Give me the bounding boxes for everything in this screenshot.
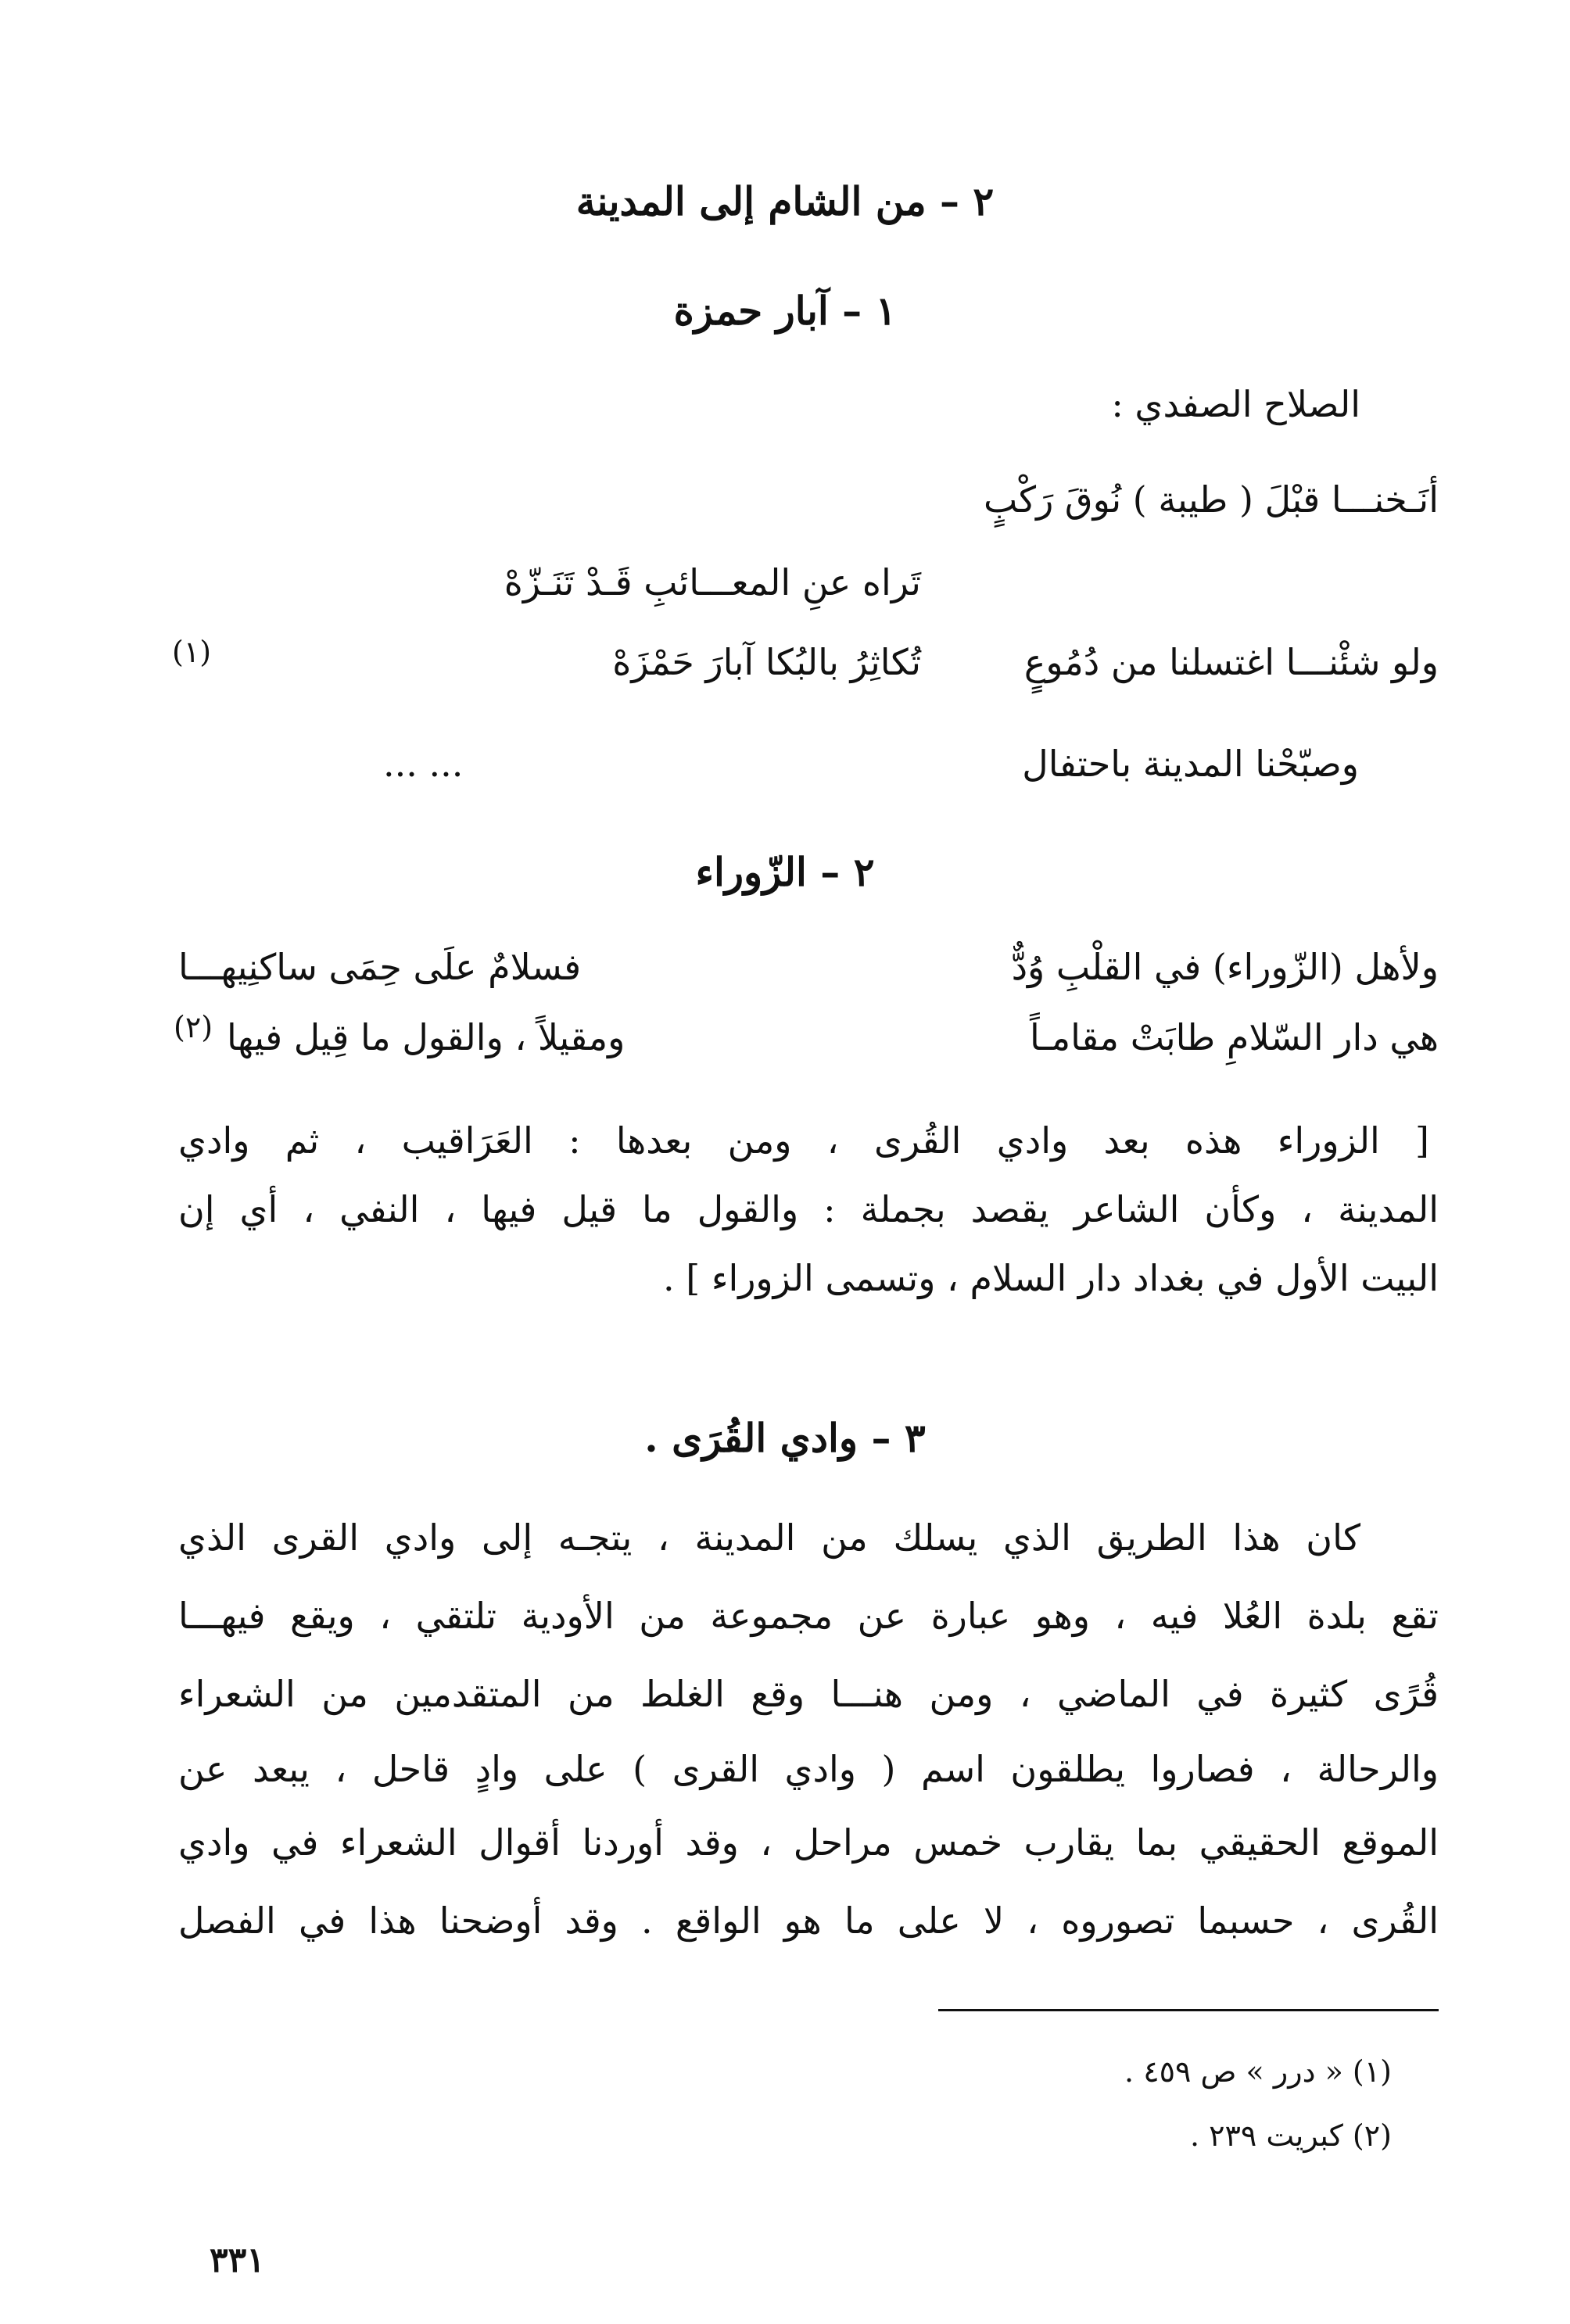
wadi-qura-paragraph-line: تقع بلدة العُلا فيه ، وهو عبارة عن مجموعة من الأودية تلتقي ، ويقع فيهـــا: [178, 1595, 1439, 1637]
poet-name: الصلاح الصفدي :: [1111, 383, 1360, 425]
wadi-qura-paragraph-line: كان هذا الطريق الذي يسلك من المدينة ، يتجـه إلى وادي القرى الذي: [178, 1517, 1360, 1559]
zawra-verse-1-hemistich-a: ولأهل (الزّوراء) في القلْبِ وُدٌّ: [1011, 946, 1439, 988]
section-title-zawra: ٢ – الزّوراء: [695, 849, 875, 895]
verse-3-hemistich-a: وصبّحْنا المدينة باحتفال: [1022, 743, 1359, 785]
footnote-ref-2: (٢): [174, 1010, 213, 1044]
section-title-abar-hamza: ١ – آبار حمزة: [673, 288, 897, 334]
verse-2-hemistich-a: ولو شئْنـــا اغتسلنا من دُمُوعٍ: [1023, 641, 1439, 683]
zawra-note-line: المدينة ، وكأن الشاعر يقصد بجملة : والقول ما قيل فيها ، النفي ، أي إن: [178, 1188, 1439, 1230]
chapter-heading: ٢ – من الشام إلى المدينة: [575, 178, 995, 224]
zawra-verse-2-hemistich-a: هي دار السّلامِ طابَتْ مقامـاً: [1030, 1016, 1439, 1058]
verse-ellipsis: ... ...: [383, 743, 464, 785]
wadi-qura-paragraph-line: الموقع الحقيقي بما يقارب خمس مراحل ، وقد أوردنا أقوال الشعراء في وادي: [178, 1821, 1439, 1864]
zawra-note-line: البيت الأول في بغداد دار السلام ، وتسمى الزوراء ] .: [663, 1257, 1439, 1299]
footnote-separator: [938, 2009, 1439, 2011]
zawra-verse-1-hemistich-b: فسلامٌ علَى حِمَى ساكنِيهـــا: [178, 946, 582, 988]
footnote-1: (١) « درر » ص ٤٥٩ .: [1124, 2054, 1392, 2089]
zawra-verse-2-hemistich-b: ومقيلاً ، والقول ما قِيل فيها: [227, 1016, 625, 1058]
footnote-ref-1: (١): [172, 635, 212, 669]
wadi-qura-paragraph-line: والرحالة ، فصاروا يطلقون اسم ( وادي القرى ) على وادٍ قاحل ، يبعد عن: [178, 1748, 1439, 1790]
section-title-wadi-qura: ٣ – وادي القُرَى .: [644, 1415, 926, 1461]
page-number: ٣٣١: [210, 2240, 265, 2280]
verse-2-hemistich-b: تُكاثِرُ بالبُكا آبارَ حَمْزَهْ: [612, 641, 921, 683]
verse-1-hemistich-b: تَراه عنِ المعـــائبِ قَـدْ تَنَـزّهْ: [504, 561, 921, 603]
wadi-qura-paragraph-line: القُرى ، حسبما تصوروه ، لا على ما هو الواقع . وقد أوضحنا هذا في الفصل: [178, 1900, 1439, 1942]
footnote-2: (٢) كبريت ٢٣٩ .: [1189, 2118, 1392, 2153]
verse-1-hemistich-a: أنَـخنـــا قبْلَ ( طيبة ) نُوقَ رَكْبٍ: [984, 478, 1439, 521]
wadi-qura-paragraph-line: قُرًى كثيرة في الماضي ، ومن هنـــا وقع الغلط من المتقدمين من الشعراء: [178, 1673, 1439, 1715]
zawra-note-line: [ الزوراء هذه بعد وادي القُرى ، ومن بعدها : العَرَاقيب ، ثم وادي: [178, 1119, 1429, 1162]
